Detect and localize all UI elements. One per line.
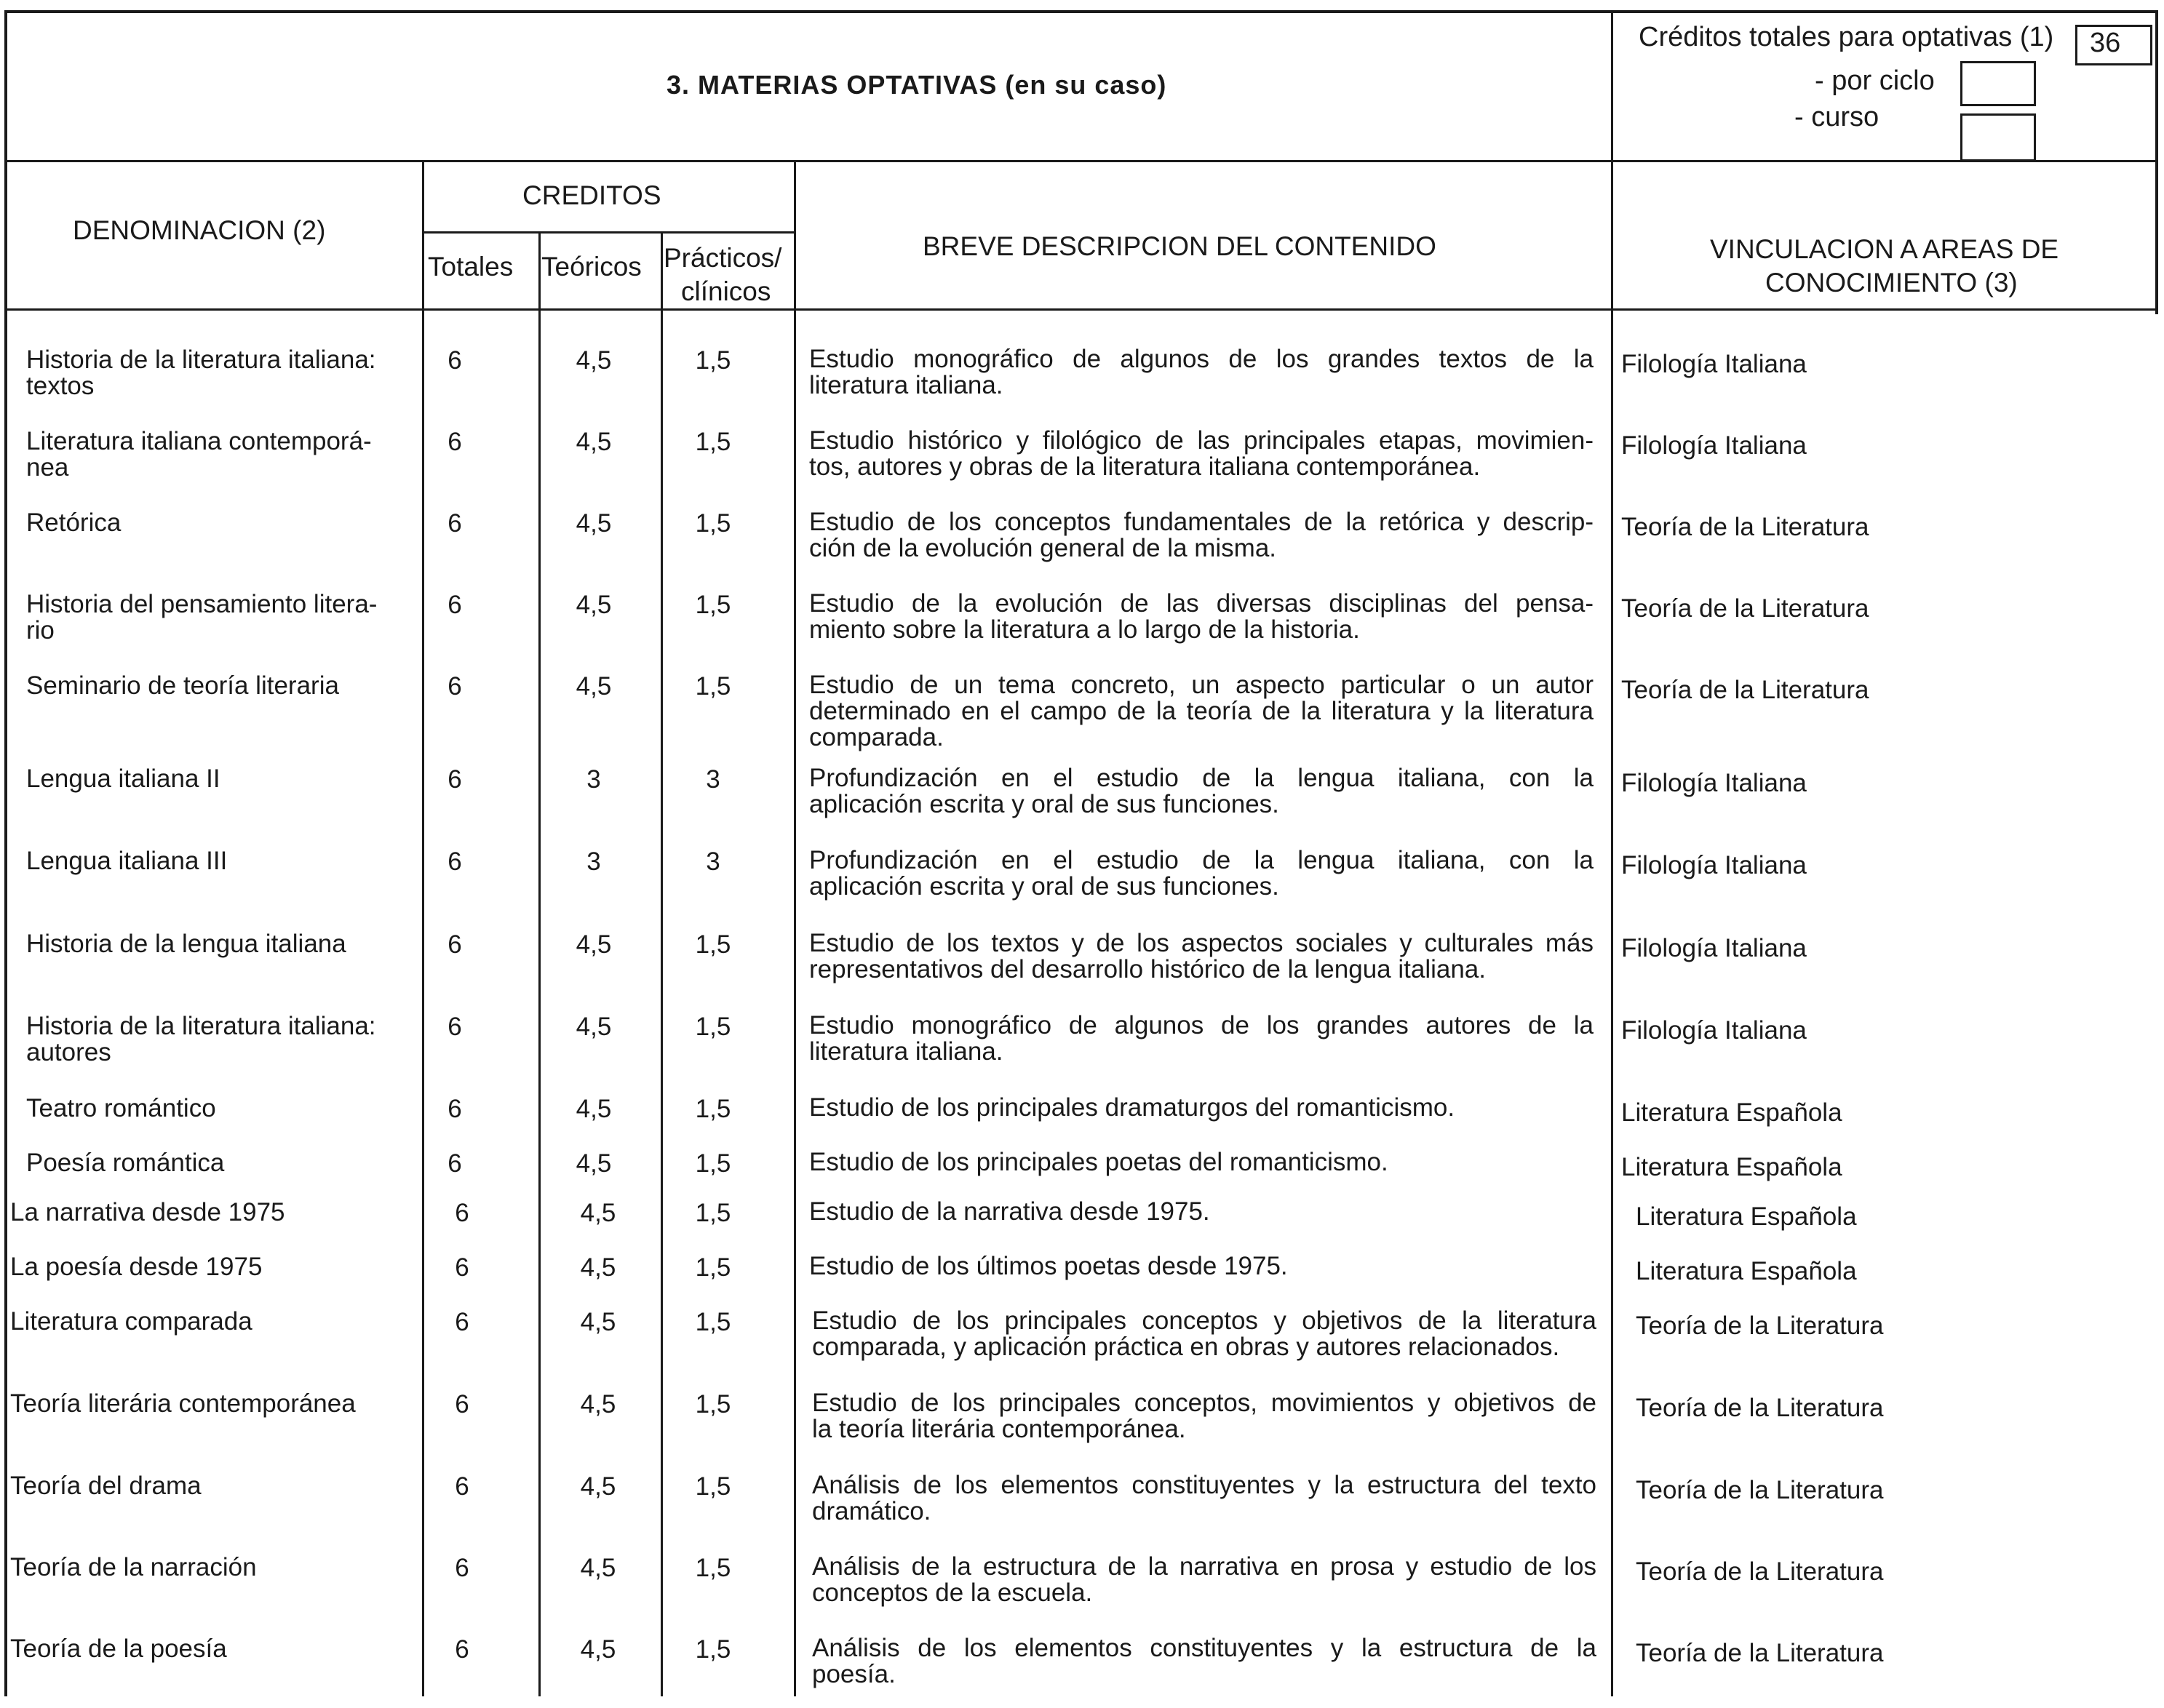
credits-total: 6 [447,1095,462,1123]
description-line: poesía. [812,1660,896,1688]
section-title: 3. MATERIAS OPTATIVAS (en su caso) [667,70,1167,100]
credits-total-value: 36 [2090,28,2121,58]
description-line: tos, autores y obras de la literatura italiana contemporánea. [809,452,1481,481]
credits-practice: 1,5 [695,509,731,538]
knowledge-area: Filología Italiana [1621,769,1807,797]
description-line: miento sobre la literatura a lo largo de la historia. [809,615,1360,644]
description-line: Estudio de la narrativa desde 1975. [809,1197,1210,1226]
col-vinculacion-line1: VINCULACION A AREAS DE [1710,234,2059,264]
credits-total: 6 [447,591,462,619]
credits-practice: 1,5 [695,1472,731,1501]
col-practicos-line2: clínicos [681,276,771,306]
description-line: Estudio de los principales poetas del romanticismo. [809,1148,1388,1176]
knowledge-area: Literatura Española [1636,1257,1857,1285]
credits-total: 6 [447,1013,462,1041]
top-border [4,10,2157,13]
per-cycle-label: - por ciclo [1815,65,1935,96]
description-line: Profundización en el estudio de la lengua italiana, con la [809,764,1594,792]
credits-theory: 4,5 [576,509,612,538]
description [809,765,1594,818]
subject-name: Historia de la lengua italiana [26,930,346,958]
credits-theory: 4,5 [580,1199,616,1227]
description-line: Análisis de la estructura de la narrativa en prosa y estudio de los [812,1552,1596,1581]
per-course-label: - curso [1794,102,1879,132]
description-line: la teoría literária contemporánea. [812,1415,1186,1443]
subject-name: Literatura comparada [10,1307,252,1336]
credits-total: 6 [447,428,462,456]
credits-theory: 4,5 [576,428,612,456]
description [812,1472,1596,1525]
credits-practice: 3 [706,847,720,876]
description-line: dramático. [812,1497,931,1525]
description-line: ción de la evolución general de la misma. [809,534,1277,562]
subject-name: Teoría de la poesía [10,1635,227,1663]
header-divider [4,160,2158,162]
subject-name: La narrativa desde 1975 [10,1198,285,1226]
credits-practice: 3 [706,765,720,794]
credits-theory: 4,5 [580,1308,616,1336]
credits-total: 6 [455,1199,469,1227]
description [809,847,1594,900]
description-line: literatura italiana. [809,371,1003,399]
subject-name: Poesía romántica [26,1149,225,1177]
col-creditos: CREDITOS [522,180,661,210]
credits-practice: 1,5 [695,1253,731,1282]
subject-name: Historia de la literatura italiana: [26,1012,376,1040]
header-vertical-divider [1611,10,1613,162]
credits-theory: 4,5 [580,1472,616,1501]
credits-theory: 4,5 [576,1013,612,1041]
subject-name: Teoría del drama [10,1472,202,1500]
column-header-bottom-line [4,308,2158,311]
subject-name: textos [26,372,95,400]
credits-practice: 1,5 [695,1635,731,1664]
description [809,1149,1594,1176]
credits-practice: 1,5 [695,591,731,619]
subject-name: Teoría de la narración [10,1553,257,1581]
per-cycle-box[interactable] [1960,61,2036,106]
col-line-4 [794,161,796,1696]
subject-name: Literatura italiana contemporá- [26,427,372,455]
credits-theory: 4,5 [576,346,612,375]
knowledge-area: Teoría de la Literatura [1636,1476,1884,1504]
subject-name: nea [26,453,69,482]
description-line: Estudio de los principales conceptos, movimientos y objetivos de [812,1389,1596,1417]
credits-total: 6 [455,1253,469,1282]
credits-total-label: Créditos totales para optativas (1) [1639,22,2054,52]
description-line: aplicación escrita y oral de sus funciones. [809,790,1279,818]
credits-theory: 4,5 [576,591,612,619]
description [809,1013,1594,1065]
credits-theory: 4,5 [580,1253,616,1282]
description-line: determinado en el campo de la teoría de la literatura y la literatura [809,697,1594,725]
description-line: Estudio de los principales conceptos y objetivos de la literatura [812,1306,1596,1335]
description-line: Estudio de los principales dramaturgos del romanticismo. [809,1093,1455,1122]
description-line: Profundización en el estudio de la lengua italiana, con la [809,846,1594,874]
description-line: comparada, y aplicación práctica en obras y autores relacionados. [812,1333,1560,1361]
col-totales: Totales [428,252,514,282]
credits-total: 6 [447,930,462,959]
credits-theory: 4,5 [576,1149,612,1178]
description-line: Estudio monográfico de algunos de los grandes textos de la [809,345,1594,373]
description-line: Análisis de los elementos constituyentes y la estructura del texto [812,1471,1596,1499]
right-border [2155,10,2158,314]
description-line: Estudio de un tema concreto, un aspecto particular o un autor [809,671,1594,699]
credits-total: 6 [455,1472,469,1501]
subject-name: Lengua italiana III [26,847,228,875]
credits-total: 6 [447,672,462,701]
credits-practice: 1,5 [695,346,731,375]
subject-name: rio [26,616,55,645]
description [809,930,1594,983]
col-teoricos: Teóricos [541,252,642,282]
credits-theory: 4,5 [576,1095,612,1123]
knowledge-area: Teoría de la Literatura [1621,676,1869,704]
description-line: conceptos de la escuela. [812,1579,1093,1607]
knowledge-area: Filología Italiana [1621,1016,1807,1045]
knowledge-area: Filología Italiana [1621,431,1807,460]
knowledge-area: Filología Italiana [1621,350,1807,378]
credits-total: 6 [455,1554,469,1582]
knowledge-area: Teoría de la Literatura [1621,594,1869,623]
description-line: aplicación escrita y oral de sus funciones. [809,872,1279,901]
subject-name: autores [26,1038,111,1066]
credits-theory: 4,5 [580,1390,616,1418]
description [812,1635,1596,1688]
knowledge-area: Literatura Española [1621,1153,1842,1181]
description [809,346,1594,399]
description-line: Análisis de los elementos constituyentes y la estructura de la [812,1634,1596,1662]
col-descripcion: BREVE DESCRIPCION DEL CONTENIDO [923,231,1436,261]
subject-name: La poesía desde 1975 [10,1253,263,1281]
description [809,672,1594,751]
description-line: Estudio de los textos y de los aspectos sociales y culturales más [809,929,1594,957]
knowledge-area: Teoría de la Literatura [1636,1557,1884,1586]
credits-total: 6 [447,346,462,375]
credits-total: 6 [455,1308,469,1336]
description [809,1199,1594,1225]
knowledge-area: Filología Italiana [1621,851,1807,879]
credits-theory: 3 [586,847,601,876]
creditos-subheader-line [422,231,796,234]
description-line: representativos del desarrollo histórico de la lengua italiana. [809,955,1486,983]
credits-total: 6 [455,1390,469,1418]
credits-practice: 1,5 [695,672,731,701]
description-line: Estudio de los conceptos fundamentales de la retórica y descrip- [809,508,1594,536]
description [812,1390,1596,1442]
knowledge-area: Teoría de la Literatura [1636,1394,1884,1422]
credits-practice: 1,5 [695,1149,731,1178]
description-line: Estudio histórico y filológico de las principales etapas, movimien- [809,426,1594,455]
col-line-3 [661,231,663,1696]
credits-practice: 1,5 [695,428,731,456]
knowledge-area: Teoría de la Literatura [1621,513,1869,541]
subject-name: Seminario de teoría literaria [26,671,339,700]
knowledge-area: Filología Italiana [1621,934,1807,962]
description [809,428,1594,480]
credits-theory: 4,5 [580,1635,616,1664]
subject-name: Historia del pensamiento litera- [26,590,378,618]
description [809,1095,1594,1121]
col-denominacion: DENOMINACION (2) [73,215,326,245]
credits-practice: 1,5 [695,1554,731,1582]
credits-practice: 1,5 [695,1390,731,1418]
credits-total: 6 [447,765,462,794]
description [812,1554,1596,1606]
knowledge-area: Teoría de la Literatura [1636,1312,1884,1340]
subject-name: Retórica [26,508,122,537]
description [809,1253,1594,1280]
per-course-box[interactable] [1960,113,2036,161]
description [809,591,1594,643]
description-line: Estudio de los últimos poetas desde 1975. [809,1252,1288,1280]
knowledge-area: Literatura Española [1621,1098,1842,1127]
credits-practice: 1,5 [695,1013,731,1041]
credits-practice: 1,5 [695,930,731,959]
credits-practice: 1,5 [695,1308,731,1336]
description-line: Estudio monográfico de algunos de los grandes autores de la [809,1011,1594,1039]
credits-theory: 4,5 [576,930,612,959]
subject-name: Lengua italiana II [26,765,220,793]
subject-name: Teoría literária contemporánea [10,1389,356,1418]
left-border [4,10,7,1696]
col-line-2 [538,231,541,1696]
credits-practice: 1,5 [695,1199,731,1227]
credits-theory: 4,5 [580,1554,616,1582]
credits-total: 6 [447,847,462,876]
knowledge-area: Teoría de la Literatura [1636,1639,1884,1667]
col-line-5 [1611,161,1613,1696]
col-line-1 [422,161,424,1696]
description [812,1308,1596,1360]
credits-total: 6 [447,1149,462,1178]
credits-total: 6 [455,1635,469,1664]
credits-practice: 1,5 [695,1095,731,1123]
col-vinculacion-line2: CONOCIMIENTO (3) [1765,268,2018,298]
description-line: comparada. [809,723,944,751]
credits-total: 6 [447,509,462,538]
subject-name: Teatro romántico [26,1094,216,1122]
credits-theory: 3 [586,765,601,794]
description [809,509,1594,562]
credits-theory: 4,5 [576,672,612,701]
knowledge-area: Literatura Española [1636,1202,1857,1231]
description-line: literatura italiana. [809,1037,1003,1066]
description-line: Estudio de la evolución de las diversas disciplinas del pensa- [809,589,1594,618]
subject-name: Historia de la literatura italiana: [26,346,376,374]
col-practicos-line1: Prácticos/ [664,243,782,273]
